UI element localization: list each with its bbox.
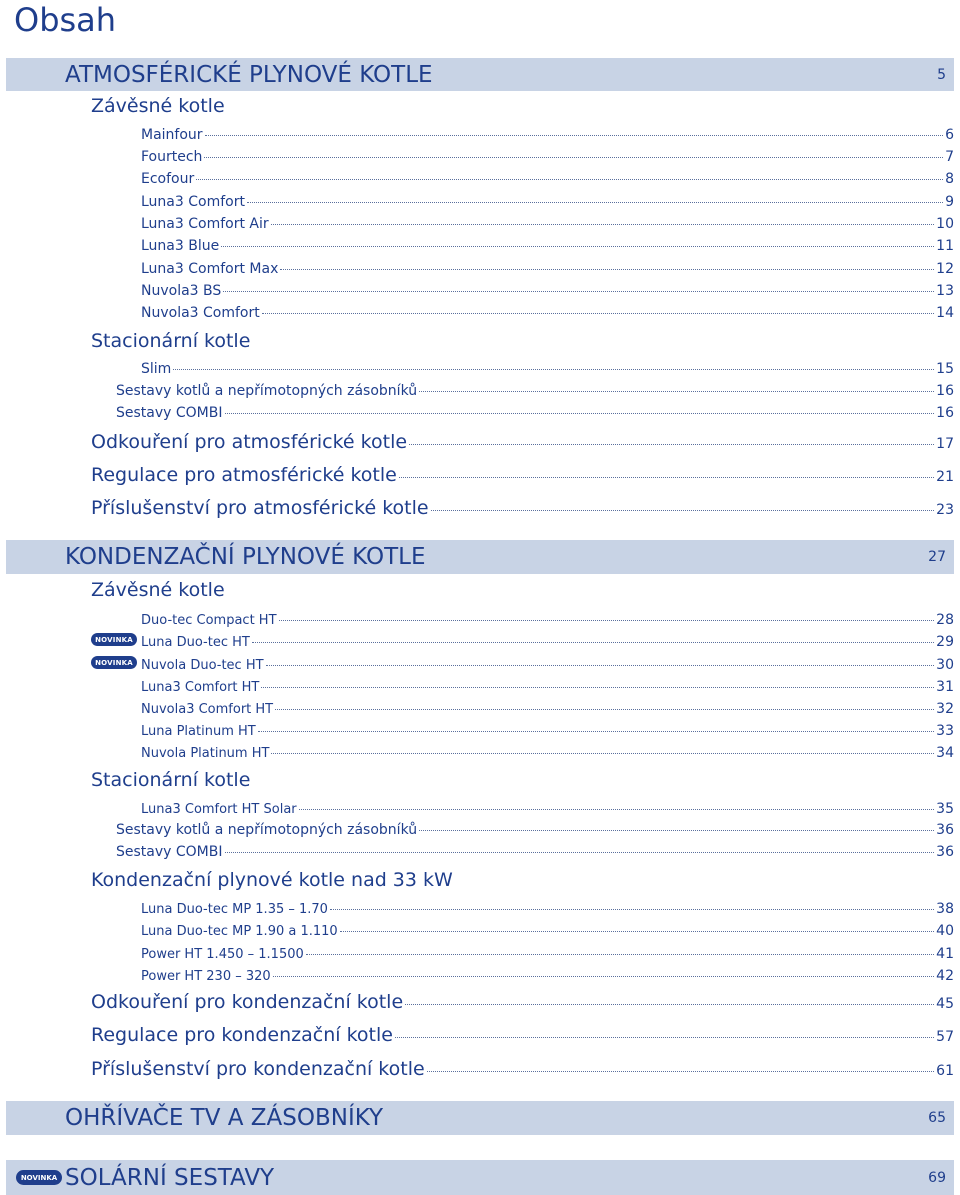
group-heading: Kondenzační plynové kotle nad 33 kW [91,869,453,891]
group-heading: Závěsné kotle [91,95,225,117]
toc-item[interactable]: Ecofour 8 [141,171,954,187]
novinka-badge: NOVINKA [91,656,137,669]
toc-item[interactable]: Duo-tec Compact HT 28 [141,612,954,628]
toc-item[interactable]: Sestavy COMBI 16 [116,405,954,421]
toc-entry[interactable]: Příslušenství pro atmosférické kotle 23 [91,497,954,519]
toc-item[interactable]: Fourtech 7 [141,149,954,165]
toc-item[interactable]: Luna3 Blue 11 [141,238,954,254]
toc-item[interactable]: Luna3 Comfort HT 31 [141,679,954,695]
toc-item[interactable]: Luna3 Comfort Max 12 [141,261,954,277]
section-band-atmospheric[interactable] [6,58,954,91]
section-page: 65 [928,1110,946,1126]
toc-item[interactable]: Luna Platinum HT 33 [141,723,954,739]
section-title: OHŘÍVAČE TV A ZÁSOBNÍKY [65,1105,384,1131]
page-title: Obsah [14,1,117,39]
toc-item[interactable]: Nuvola3 Comfort HT 32 [141,701,954,717]
toc-entry[interactable]: Odkouření pro kondenzační kotle 45 [91,991,954,1013]
toc-item[interactable]: Nuvola Platinum HT 34 [141,745,954,761]
group-heading: Závěsné kotle [91,579,225,601]
section-band-condensing[interactable] [6,540,954,574]
toc-item[interactable]: Luna Duo-tec MP 1.35 – 1.70 38 [141,901,954,917]
section-title: ATMOSFÉRICKÉ PLYNOVÉ KOTLE [65,61,433,88]
novinka-badge: NOVINKA [91,633,137,646]
section-page: 5 [937,66,946,83]
section-band-solar[interactable] [6,1160,954,1195]
section-title: SOLÁRNÍ SESTAVY [65,1164,275,1191]
toc-item[interactable]: Luna3 Comfort 9 [141,194,954,210]
toc-item[interactable]: Power HT 1.450 – 1.1500 41 [141,946,954,962]
section-page: 69 [928,1169,946,1186]
toc-item[interactable]: Power HT 230 – 320 42 [141,968,954,984]
toc-item[interactable]: Sestavy COMBI 36 [116,844,954,860]
toc-entry[interactable]: Regulace pro kondenzační kotle 57 [91,1024,954,1046]
toc-entry[interactable]: Odkouření pro atmosférické kotle 17 [91,431,954,453]
toc-item[interactable]: Luna Duo-tec HT 29 [141,634,954,650]
section-title: KONDENZAČNÍ PLYNOVÉ KOTLE [65,544,426,570]
group-heading: Stacionární kotle [91,330,251,352]
group-heading: Stacionární kotle [91,769,251,791]
toc-item[interactable]: Nuvola3 BS 13 [141,283,954,299]
toc-item[interactable]: Nuvola Duo-tec HT 30 [141,657,954,673]
toc-entry[interactable]: Příslušenství pro kondenzační kotle 61 [91,1058,954,1080]
toc-item[interactable]: Luna3 Comfort HT Solar 35 [141,801,954,817]
section-band-water-heaters[interactable] [6,1101,954,1135]
novinka-badge: NOVINKA [16,1170,62,1185]
toc-item[interactable]: Luna3 Comfort Air 10 [141,216,954,232]
toc-item[interactable]: Nuvola3 Comfort 14 [141,305,954,321]
toc-item[interactable]: Sestavy kotlů a nepřímotopných zásobníků 36 [116,822,954,838]
toc-item[interactable]: Sestavy kotlů a nepřímotopných zásobníků 16 [116,383,954,399]
toc-entry[interactable]: Regulace pro atmosférické kotle 21 [91,464,954,486]
toc-item[interactable]: Slim 15 [141,361,954,377]
toc-item[interactable]: Luna Duo-tec MP 1.90 a 1.110 40 [141,923,954,939]
section-page: 27 [928,549,946,565]
toc-item[interactable]: Mainfour 6 [141,127,954,143]
